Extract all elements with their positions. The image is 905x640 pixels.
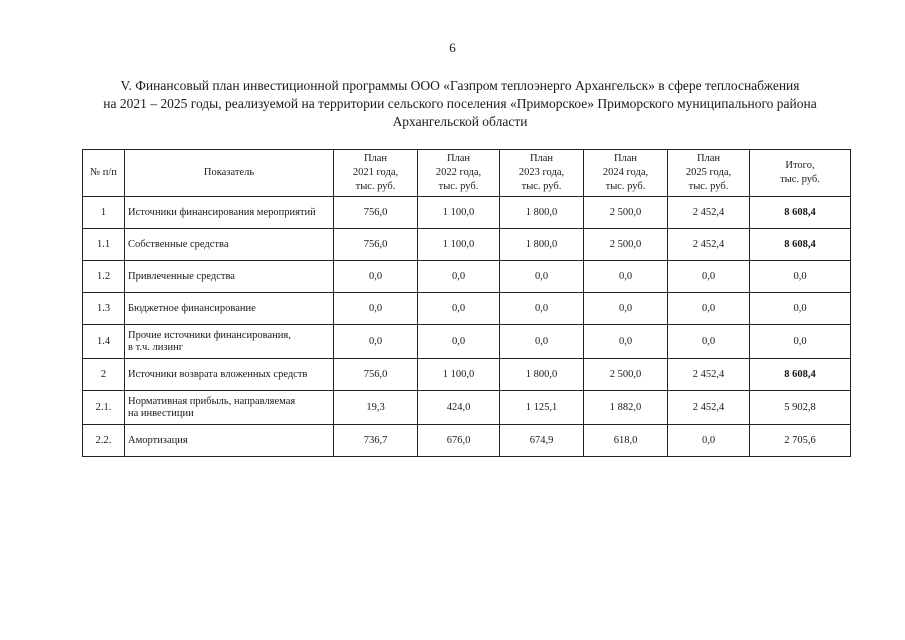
header-text: тыс. руб. (605, 181, 646, 192)
header-indicator: Показатель (125, 150, 334, 197)
value-2025: 2 452,4 (668, 229, 750, 261)
value-total: 0,0 (750, 293, 851, 325)
table-row (83, 293, 851, 325)
value-2021: 756,0 (334, 359, 418, 391)
row-label (125, 293, 334, 325)
header-text: 2024 года, (602, 167, 649, 178)
value-total: 0,0 (750, 261, 851, 293)
header-text: План (529, 153, 554, 164)
header-text: тыс. руб. (780, 174, 820, 185)
row-number: 1.2 (83, 261, 125, 293)
header-text: План (363, 153, 388, 164)
label-line: на инвестиции (128, 407, 194, 419)
value-2024: 0,0 (584, 325, 668, 359)
label-line: Амортизация (128, 434, 188, 446)
value-2023: 0,0 (500, 293, 584, 325)
value-2025: 2 452,4 (668, 197, 750, 229)
value-total: 0,0 (750, 325, 851, 359)
row-label (125, 325, 334, 359)
value-2024: 1 882,0 (584, 391, 668, 425)
value-2023: 1 800,0 (500, 229, 584, 261)
table-header-row (83, 150, 851, 197)
value-2021: 0,0 (334, 261, 418, 293)
value-2023: 674,9 (500, 425, 584, 457)
header-plan-2025 (668, 150, 750, 197)
financial-plan-table (82, 149, 851, 457)
value-2022: 424,0 (418, 391, 500, 425)
row-label (125, 261, 334, 293)
label-line: Источники финансирования мероприятий (128, 206, 316, 218)
row-number: 2.2. (83, 425, 125, 457)
label-line: Бюджетное финансирование (128, 302, 256, 314)
value-2021: 0,0 (334, 293, 418, 325)
value-total: 8 608,4 (750, 197, 851, 229)
header-text: тыс. руб. (438, 181, 479, 192)
table-row (83, 261, 851, 293)
header-plan-2024 (584, 150, 668, 197)
value-2021: 756,0 (334, 197, 418, 229)
label-line: Источники возврата вложенных средств (128, 368, 308, 380)
header-plan-2022 (418, 150, 500, 197)
value-2025: 2 452,4 (668, 359, 750, 391)
table-row (83, 425, 851, 457)
value-2025: 0,0 (668, 425, 750, 457)
row-number: 1 (83, 197, 125, 229)
header-text: Итого, (785, 160, 815, 171)
table-row (83, 229, 851, 261)
value-2021: 736,7 (334, 425, 418, 457)
row-label (125, 229, 334, 261)
value-2024: 2 500,0 (584, 229, 668, 261)
value-total: 5 902,8 (750, 391, 851, 425)
header-text: 2023 года, (518, 167, 565, 178)
value-2022: 0,0 (418, 325, 500, 359)
header-text: тыс. руб. (521, 181, 562, 192)
row-label (125, 359, 334, 391)
header-text: тыс. руб. (355, 181, 396, 192)
value-2022: 0,0 (418, 293, 500, 325)
title-line-2: на 2021 – 2025 годы, реализуемой на территории сельского поселения «Приморское» Приморского муниципального района (103, 96, 817, 111)
header-text: тыс. руб. (688, 181, 729, 192)
value-2023: 0,0 (500, 325, 584, 359)
value-2023: 1 125,1 (500, 391, 584, 425)
value-2023: 1 800,0 (500, 197, 584, 229)
label-line: в т.ч. лизинг (128, 341, 184, 353)
table-row (83, 391, 851, 425)
value-2025: 0,0 (668, 293, 750, 325)
value-2025: 2 452,4 (668, 391, 750, 425)
header-text: 2021 года, (352, 167, 399, 178)
value-total: 8 608,4 (750, 359, 851, 391)
table-row (83, 197, 851, 229)
label-line: Нормативная прибыль, направляемая (128, 395, 296, 407)
row-number: 1.4 (83, 325, 125, 359)
title-line-1: V. Финансовый план инвестиционной программы ООО «Газпром теплоэнерго Архангельск» в сфере теплоснабжения (120, 78, 800, 93)
value-2021: 19,3 (334, 391, 418, 425)
value-2022: 1 100,0 (418, 229, 500, 261)
row-number: 2 (83, 359, 125, 391)
row-label (125, 425, 334, 457)
value-2023: 0,0 (500, 261, 584, 293)
value-2022: 0,0 (418, 261, 500, 293)
row-number: 2.1. (83, 391, 125, 425)
value-2024: 0,0 (584, 261, 668, 293)
value-2022: 1 100,0 (418, 359, 500, 391)
header-plan-2021 (334, 150, 418, 197)
value-2021: 756,0 (334, 229, 418, 261)
row-number: 1.3 (83, 293, 125, 325)
row-number: 1.1 (83, 229, 125, 261)
value-2024: 618,0 (584, 425, 668, 457)
row-label (125, 197, 334, 229)
header-plan-2023 (500, 150, 584, 197)
value-2024: 2 500,0 (584, 359, 668, 391)
table-row (83, 359, 851, 391)
header-text: План (696, 153, 721, 164)
value-total: 8 608,4 (750, 229, 851, 261)
header-total (750, 150, 851, 197)
value-2023: 1 800,0 (500, 359, 584, 391)
value-2024: 0,0 (584, 293, 668, 325)
document-title (60, 77, 860, 131)
value-2021: 0,0 (334, 325, 418, 359)
value-2022: 676,0 (418, 425, 500, 457)
header-text: План (446, 153, 471, 164)
value-2024: 2 500,0 (584, 197, 668, 229)
header-num: № п/п (83, 150, 125, 197)
label-line: Привлеченные средства (128, 270, 235, 282)
page-number: 6 (449, 40, 456, 55)
value-2022: 1 100,0 (418, 197, 500, 229)
header-text: План (613, 153, 638, 164)
label-line: Прочие источники финансирования, (128, 329, 291, 341)
value-2025: 0,0 (668, 261, 750, 293)
label-line: Собственные средства (128, 238, 229, 250)
value-2025: 0,0 (668, 325, 750, 359)
header-text: 2025 года, (685, 167, 732, 178)
header-text: 2022 года, (435, 167, 482, 178)
table-row (83, 325, 851, 359)
row-label (125, 391, 334, 425)
title-line-3: Архангельской области (392, 114, 528, 129)
value-total: 2 705,6 (750, 425, 851, 457)
